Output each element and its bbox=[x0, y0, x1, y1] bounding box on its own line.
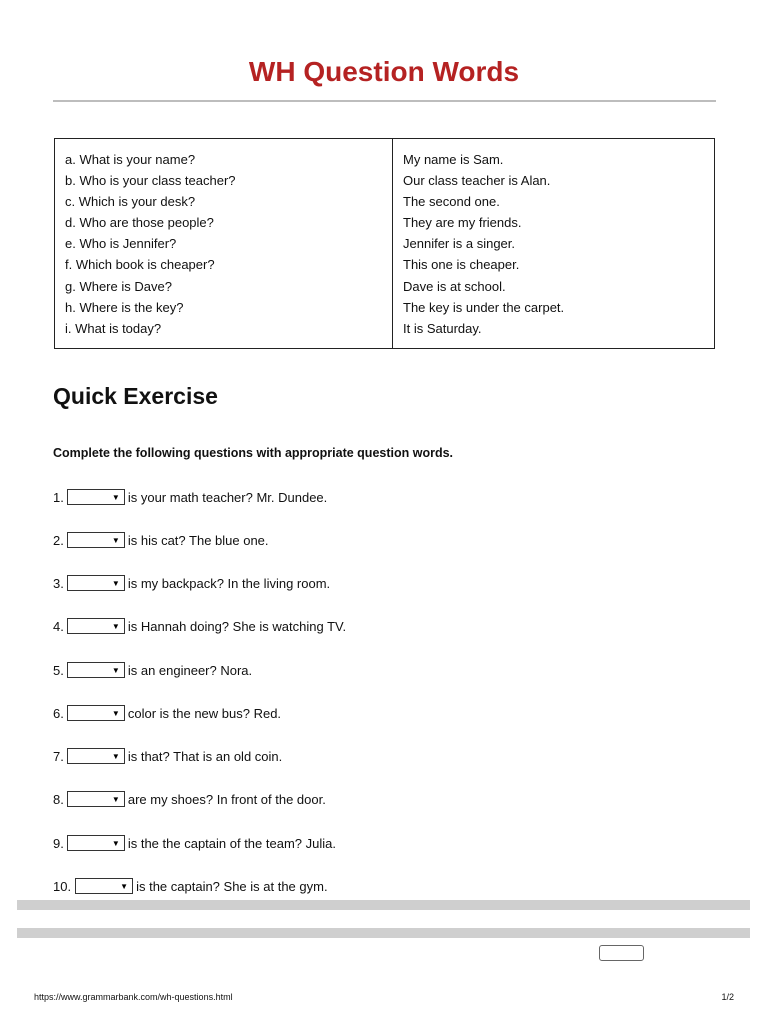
item-text: is Hannah doing? She is watching TV. bbox=[127, 618, 347, 634]
item-number: 1. bbox=[53, 489, 64, 505]
item-text: is an engineer? Nora. bbox=[127, 662, 253, 678]
section-title: Quick Exercise bbox=[53, 383, 218, 409]
chevron-down-icon: ▼ bbox=[111, 752, 120, 761]
answer-line: Jennifer is a singer. bbox=[403, 236, 516, 252]
exercise-item bbox=[53, 616, 346, 636]
question-line: g. Where is Dave? bbox=[65, 278, 172, 294]
item-text: is that? That is an old coin. bbox=[127, 748, 283, 764]
chevron-down-icon: ▼ bbox=[111, 622, 120, 631]
question-word-select[interactable] bbox=[67, 532, 125, 548]
chevron-down-icon: ▼ bbox=[111, 666, 120, 675]
question-word-select[interactable] bbox=[75, 878, 133, 894]
answers-column bbox=[393, 139, 715, 349]
question-word-select[interactable] bbox=[67, 791, 125, 807]
answer-line: The key is under the carpet. bbox=[403, 299, 565, 315]
item-number: 5. bbox=[53, 662, 64, 678]
exercise-item bbox=[53, 789, 326, 809]
question-line: a. What is your name? bbox=[65, 152, 196, 167]
question-word-select[interactable] bbox=[67, 705, 125, 721]
question-word-select[interactable] bbox=[67, 489, 125, 505]
title-divider bbox=[53, 100, 716, 102]
exercise-item bbox=[53, 530, 269, 550]
page-number: 1/2 bbox=[721, 992, 734, 1002]
chevron-down-icon: ▼ bbox=[111, 493, 120, 502]
exercise-instructions: Complete the following questions with appropriate question words. bbox=[53, 446, 454, 460]
exercise-item bbox=[53, 660, 252, 680]
item-number: 7. bbox=[53, 748, 64, 764]
answer-line: Our class teacher is Alan. bbox=[403, 173, 551, 189]
item-number: 6. bbox=[53, 705, 64, 721]
exercise-item bbox=[53, 746, 282, 766]
item-number: 8. bbox=[53, 791, 64, 807]
item-text: color is the new bus? Red. bbox=[127, 705, 282, 721]
item-text: is the the captain of the team? Julia. bbox=[127, 835, 336, 851]
item-number: 9. bbox=[53, 835, 64, 851]
check-answers-button[interactable] bbox=[599, 945, 644, 961]
item-text: is the captain? She is at the gym. bbox=[136, 878, 328, 894]
question-line: i. What is today? bbox=[65, 320, 162, 336]
page-title: WH Question Words bbox=[248, 56, 520, 87]
question-line: d. Who are those people? bbox=[65, 215, 214, 231]
question-line: h. Where is the key? bbox=[65, 299, 184, 315]
item-number: 2. bbox=[53, 532, 64, 548]
answer-line: They are my friends. bbox=[403, 215, 522, 231]
item-number: 4. bbox=[53, 618, 64, 634]
question-word-select[interactable] bbox=[67, 575, 125, 591]
question-word-select[interactable] bbox=[67, 662, 125, 678]
chevron-down-icon: ▼ bbox=[111, 579, 120, 588]
separator-bar bbox=[17, 928, 750, 938]
exercise-item bbox=[53, 573, 330, 593]
item-text: are my shoes? In front of the door. bbox=[127, 791, 326, 807]
question-word-select[interactable] bbox=[67, 618, 125, 634]
question-word-select[interactable] bbox=[67, 835, 125, 851]
answer-line: This one is cheaper. bbox=[403, 257, 520, 273]
exercise-item bbox=[53, 703, 281, 723]
exercise-item bbox=[53, 833, 336, 853]
question-line: b. Who is your class teacher? bbox=[65, 173, 236, 189]
item-number: 3. bbox=[53, 575, 64, 591]
separator-bar bbox=[17, 900, 750, 910]
item-text: is my backpack? In the living room. bbox=[127, 575, 331, 591]
item-number: 10. bbox=[53, 878, 72, 894]
chevron-down-icon: ▼ bbox=[111, 536, 120, 545]
answer-line: My name is Sam. bbox=[403, 152, 504, 167]
chevron-down-icon: ▼ bbox=[120, 882, 129, 891]
chevron-down-icon: ▼ bbox=[111, 795, 120, 804]
chevron-down-icon: ▼ bbox=[111, 839, 120, 848]
footer-url: https://www.grammarbank.com/wh-questions.html bbox=[34, 992, 233, 1002]
answer-line: The second one. bbox=[403, 194, 500, 210]
exercise-item bbox=[53, 487, 327, 507]
question-line: e. Who is Jennifer? bbox=[65, 236, 177, 252]
item-text: is your math teacher? Mr. Dundee. bbox=[127, 489, 328, 505]
chevron-down-icon: ▼ bbox=[111, 709, 120, 718]
exercise-item bbox=[53, 876, 328, 896]
questions-column bbox=[55, 139, 393, 349]
question-word-select[interactable] bbox=[67, 748, 125, 764]
question-line: f. Which book is cheaper? bbox=[65, 257, 215, 273]
question-answer-table bbox=[54, 138, 715, 349]
answer-line: Dave is at school. bbox=[403, 278, 506, 294]
question-line: c. Which is your desk? bbox=[65, 194, 196, 210]
item-text: is his cat? The blue one. bbox=[127, 532, 269, 548]
answer-line: It is Saturday. bbox=[403, 320, 482, 336]
